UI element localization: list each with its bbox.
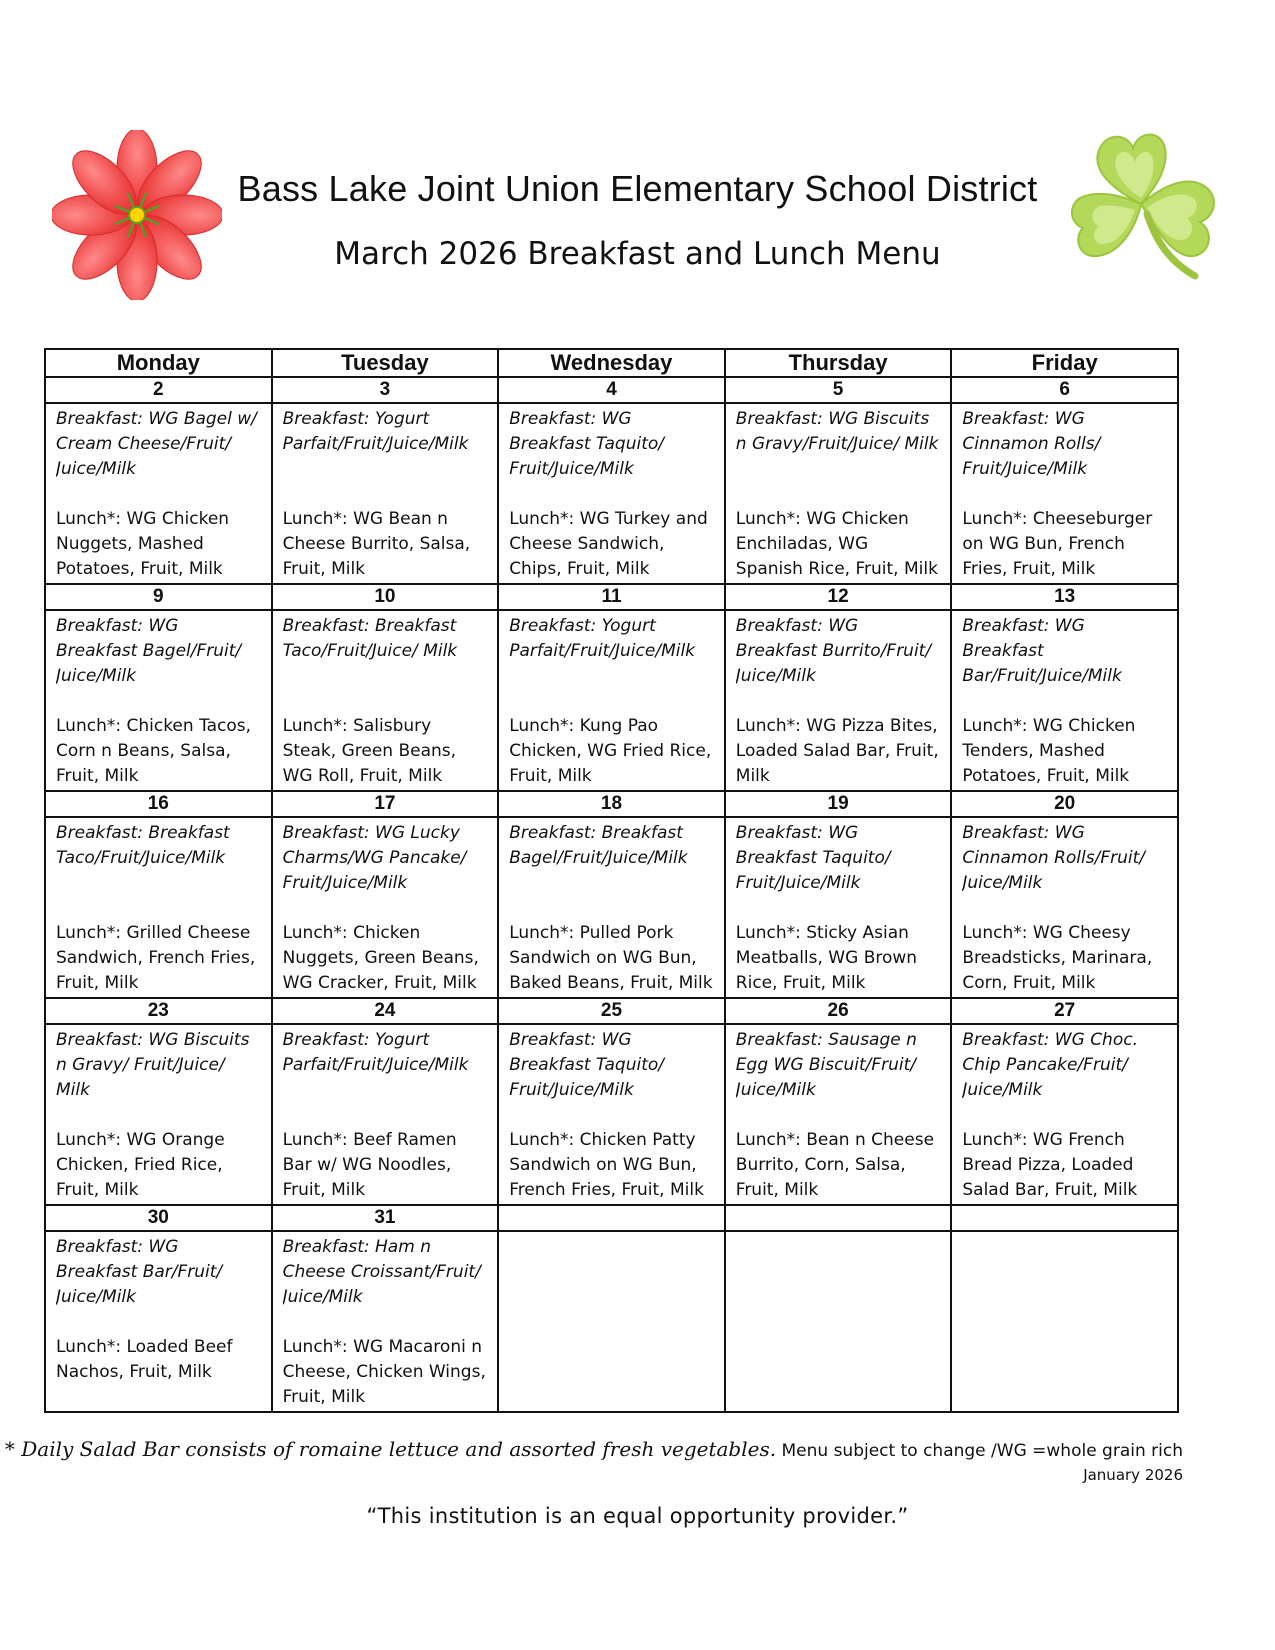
day-number: 12 — [725, 584, 952, 610]
date-row — [45, 377, 1178, 403]
day-number: 6 — [951, 377, 1178, 403]
menu-cell — [498, 817, 725, 998]
menu-calendar — [44, 348, 1179, 1413]
calendar-body — [45, 377, 1178, 1412]
day-number: 31 — [272, 1205, 499, 1231]
salad-bar-note: * Daily Salad Bar consists of romaine lettuce and assorted fresh vegetables. — [4, 1437, 777, 1461]
lunch-item: Lunch*: WG Chicken Nuggets, Mashed Potatoes, Fruit, Milk — [56, 509, 230, 579]
day-number: 23 — [45, 998, 272, 1024]
breakfast-item: Breakfast: WG Biscuits n Gravy/Fruit/Juice/ Milk — [735, 409, 939, 454]
day-number: 19 — [725, 791, 952, 817]
menu-cell — [725, 403, 952, 584]
menu-cell — [951, 1024, 1178, 1205]
lunch-item: Lunch*: WG Orange Chicken, Fried Rice, Fruit, Milk — [56, 1130, 225, 1200]
menu-cell — [725, 817, 952, 998]
menu-cell — [45, 1024, 272, 1205]
change-note: Menu subject to change /WG =whole grain rich — [781, 1441, 1183, 1461]
day-number: 3 — [272, 377, 499, 403]
day-number: 9 — [45, 584, 272, 610]
breakfast-item: Breakfast: WG Breakfast Taquito/ Fruit/Juice/Milk — [509, 409, 664, 479]
menu-cell — [951, 1231, 1178, 1412]
breakfast-item: Breakfast: Breakfast Bagel/Fruit/Juice/Milk — [509, 823, 688, 868]
date-row — [45, 1205, 1178, 1231]
menu-row — [45, 403, 1178, 584]
revision-date: January 2026 — [1083, 1466, 1183, 1484]
breakfast-item: Breakfast: WG Breakfast Burrito/Fruit/ Juice/Milk — [735, 616, 932, 686]
day-number: 2 — [45, 377, 272, 403]
district-title: Bass Lake Joint Union Elementary School District — [237, 168, 1038, 209]
lunch-item: Lunch*: WG Pizza Bites, Loaded Salad Bar, Fruit, Milk — [735, 716, 939, 786]
day-number: 18 — [498, 791, 725, 817]
weekday-header: Thursday — [725, 349, 952, 377]
day-number: 27 — [951, 998, 1178, 1024]
lunch-item: Lunch*: Kung Pao Chicken, WG Fried Rice, Fruit, Milk — [509, 716, 712, 786]
breakfast-item: Breakfast: WG Biscuits n Gravy/ Fruit/Juice/ Milk — [56, 1030, 250, 1100]
weekday-header: Wednesday — [498, 349, 725, 377]
day-number — [951, 1205, 1178, 1231]
lunch-item: Lunch*: Chicken Patty Sandwich on WG Bun, French Fries, Fruit, Milk — [509, 1130, 704, 1200]
lunch-item: Lunch*: Chicken Tacos, Corn n Beans, Salsa, Fruit, Milk — [56, 716, 252, 786]
menu-cell — [498, 610, 725, 791]
lunch-item: Lunch*: WG Chicken Tenders, Mashed Potatoes, Fruit, Milk — [962, 716, 1136, 786]
menu-cell — [725, 1024, 952, 1205]
breakfast-item: Breakfast: Breakfast Taco/Fruit/Juice/Milk — [56, 823, 230, 868]
menu-cell — [272, 610, 499, 791]
breakfast-item: Breakfast: WG Cinnamon Rolls/ Fruit/Juice/Milk — [962, 409, 1101, 479]
menu-cell — [272, 403, 499, 584]
day-number — [498, 1205, 725, 1231]
lunch-item — [736, 1335, 941, 1410]
lunch-item — [962, 1335, 1167, 1410]
menu-cell — [725, 610, 952, 791]
menu-row — [45, 1024, 1178, 1205]
day-number: 24 — [272, 998, 499, 1024]
date-row — [45, 584, 1178, 610]
red-flower-icon — [52, 130, 222, 300]
breakfast-item: Breakfast: WG Choc. Chip Pancake/Fruit/ Juice/Milk — [962, 1030, 1138, 1100]
menu-cell — [45, 1231, 272, 1412]
footer-notes — [5, 1437, 1183, 1461]
menu-cell — [498, 1024, 725, 1205]
lunch-item: Lunch*: Cheeseburger on WG Bun, French Fries, Fruit, Milk — [962, 509, 1153, 579]
menu-cell — [45, 610, 272, 791]
menu-cell — [725, 1231, 952, 1412]
date-row — [45, 791, 1178, 817]
lunch-item: Lunch*: Pulled Pork Sandwich on WG Bun, Baked Beans, Fruit, Milk — [509, 923, 713, 993]
menu-cell — [951, 817, 1178, 998]
breakfast-item: Breakfast: WG Lucky Charms/WG Pancake/ Fruit/Juice/Milk — [282, 823, 467, 893]
menu-cell — [272, 1231, 499, 1412]
menu-row — [45, 610, 1178, 791]
lunch-item — [509, 1335, 714, 1410]
breakfast-item: Breakfast: WG Breakfast Taquito/ Fruit/Juice/Milk — [735, 823, 891, 893]
lunch-item: Lunch*: Sticky Asian Meatballs, WG Brown Rice, Fruit, Milk — [735, 923, 918, 993]
breakfast-item: Breakfast: Breakfast Taco/Fruit/Juice/ Milk — [282, 616, 458, 661]
lunch-item: Lunch*: WG French Bread Pizza, Loaded Salad Bar, Fruit, Milk — [962, 1130, 1138, 1200]
menu-row — [45, 1231, 1178, 1412]
day-number: 4 — [498, 377, 725, 403]
lunch-item: Lunch*: WG Turkey and Cheese Sandwich, Chips, Fruit, Milk — [509, 509, 708, 579]
day-number: 13 — [951, 584, 1178, 610]
date-row — [45, 998, 1178, 1024]
menu-cell — [498, 403, 725, 584]
lunch-item: Lunch*: Salisbury Steak, Green Beans, WG Roll, Fruit, Milk — [282, 716, 457, 786]
menu-cell — [498, 1231, 725, 1412]
menu-cell — [272, 1024, 499, 1205]
day-number: 25 — [498, 998, 725, 1024]
breakfast-item: Breakfast: WG Bagel w/ Cream Cheese/Fruit/ Juice/Milk — [56, 409, 257, 479]
breakfast-item: Breakfast: WG Breakfast Bar/Fruit/ Juice/Milk — [56, 1237, 223, 1307]
breakfast-item: Breakfast: Yogurt Parfait/Fruit/Juice/Milk — [282, 409, 469, 454]
day-number: 16 — [45, 791, 272, 817]
breakfast-item: Breakfast: Sausage n Egg WG Biscuit/Fruit/ Juice/Milk — [735, 1030, 917, 1100]
breakfast-item: Breakfast: WG Breakfast Taquito/ Fruit/Juice/Milk — [509, 1030, 664, 1100]
menu-cell — [951, 610, 1178, 791]
lunch-item: Lunch*: WG Macaroni n Cheese, Chicken Wings, Fruit, Milk — [282, 1337, 486, 1407]
weekday-header: Friday — [951, 349, 1178, 377]
day-number: 17 — [272, 791, 499, 817]
menu-cell — [272, 817, 499, 998]
menu-title: March 2026 Breakfast and Lunch Menu — [334, 236, 941, 272]
breakfast-item: Breakfast: WG Breakfast Bagel/Fruit/ Juice/Milk — [56, 616, 242, 686]
day-number: 10 — [272, 584, 499, 610]
day-number: 26 — [725, 998, 952, 1024]
lunch-item: Lunch*: Grilled Cheese Sandwich, French Fries, Fruit, Milk — [56, 923, 256, 993]
menu-cell — [951, 403, 1178, 584]
breakfast-item — [962, 1235, 1167, 1335]
breakfast-item: Breakfast: WG Breakfast Bar/Fruit/Juice/Milk — [962, 616, 1122, 686]
breakfast-item — [736, 1235, 941, 1335]
day-number: 20 — [951, 791, 1178, 817]
lunch-item: Lunch*: WG Cheesy Breadsticks, Marinara, Corn, Fruit, Milk — [962, 923, 1153, 993]
menu-cell — [45, 817, 272, 998]
lunch-item: Lunch*: WG Chicken Enchiladas, WG Spanish Rice, Fruit, Milk — [735, 509, 938, 579]
day-number: 5 — [725, 377, 952, 403]
breakfast-item — [509, 1235, 714, 1335]
day-number: 11 — [498, 584, 725, 610]
weekday-header: Monday — [45, 349, 272, 377]
lunch-item: Lunch*: Chicken Nuggets, Green Beans, WG Cracker, Fruit, Milk — [282, 923, 479, 993]
lunch-item: Lunch*: Loaded Beef Nachos, Fruit, Milk — [56, 1337, 233, 1382]
breakfast-item: Breakfast: Yogurt Parfait/Fruit/Juice/Milk — [282, 1030, 469, 1075]
breakfast-item: Breakfast: WG Cinnamon Rolls/Fruit/ Juice/Milk — [962, 823, 1145, 893]
day-number — [725, 1205, 952, 1231]
breakfast-item: Breakfast: Ham n Cheese Croissant/Fruit/ Juice/Milk — [282, 1237, 481, 1307]
menu-row — [45, 817, 1178, 998]
weekday-header: Tuesday — [272, 349, 499, 377]
lunch-item: Lunch*: Bean n Cheese Burrito, Corn, Salsa, Fruit, Milk — [735, 1130, 935, 1200]
equal-opportunity-statement: “This institution is an equal opportunity provider.” — [366, 1504, 909, 1528]
menu-cell — [45, 403, 272, 584]
lunch-item: Lunch*: Beef Ramen Bar w/ WG Noodles, Fruit, Milk — [282, 1130, 457, 1200]
day-number: 30 — [45, 1205, 272, 1231]
lunch-item: Lunch*: WG Bean n Cheese Burrito, Salsa, Fruit, Milk — [282, 509, 471, 579]
breakfast-item: Breakfast: Yogurt Parfait/Fruit/Juice/Milk — [509, 616, 696, 661]
